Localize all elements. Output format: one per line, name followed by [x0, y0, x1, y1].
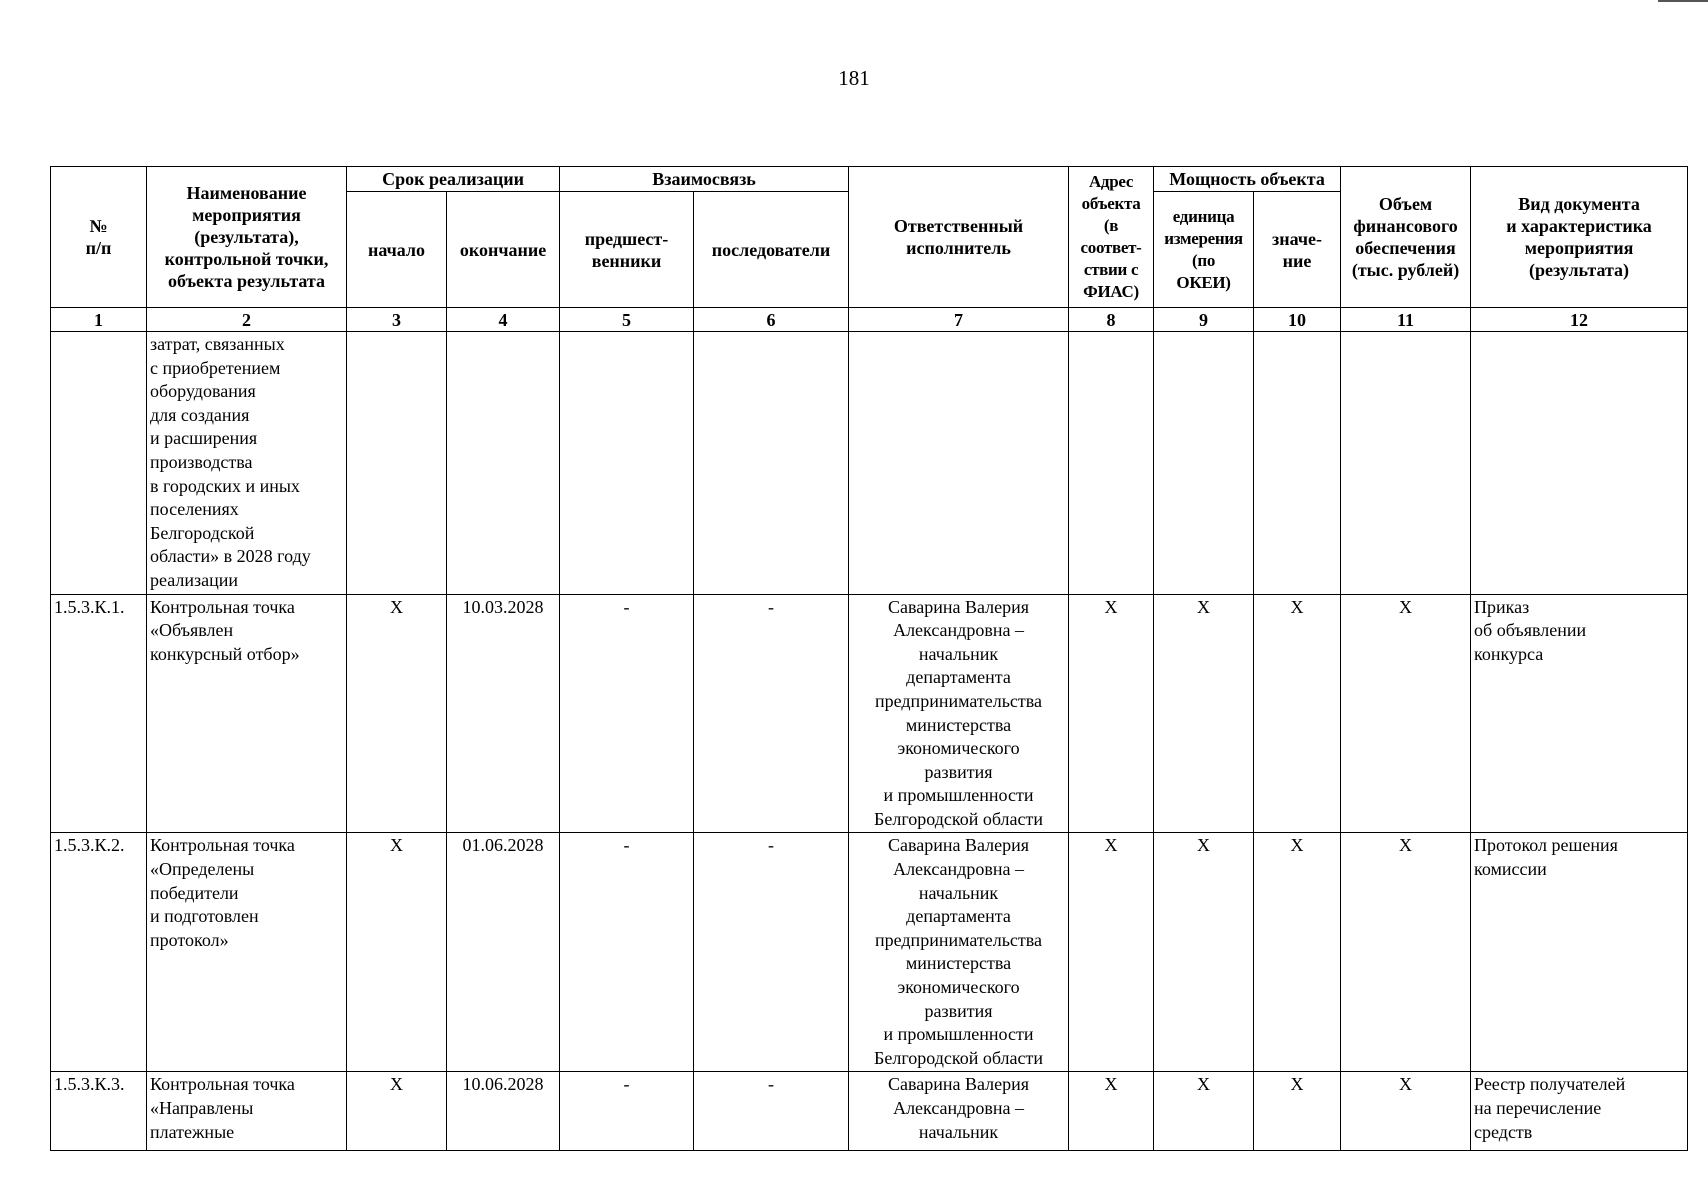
row-responsible: Саварина Валерия Александровна – начальник департамента предпринимательства министерства экономического развития и промышленности Белгородской области [849, 594, 1069, 833]
table-row [51, 594, 1688, 833]
row-number: 1.5.3.К.1. [51, 594, 147, 833]
row-start: X [347, 594, 447, 833]
row-predecessors: - [560, 594, 694, 833]
row-value: X [1254, 1072, 1341, 1151]
row-document: Реестр получателей на перечисление средств [1471, 1072, 1688, 1151]
row-value: X [1254, 833, 1341, 1072]
column-number: 4 [447, 308, 560, 332]
row-document: Приказ об объявлении конкурса [1471, 594, 1688, 833]
row-successors: - [694, 833, 849, 1072]
row-name: Контрольная точка «Направлены платежные [147, 1072, 347, 1151]
row-end: 10.03.2028 [447, 594, 560, 833]
header-number: № п/п [51, 167, 147, 308]
column-number: 8 [1069, 308, 1154, 332]
column-number: 3 [347, 308, 447, 332]
column-number: 7 [849, 308, 1069, 332]
column-number: 2 [147, 308, 347, 332]
row-responsible: Саварина Валерия Александровна – начальник [849, 1072, 1069, 1151]
row-value: X [1254, 594, 1341, 833]
header-value: значе- ние [1254, 192, 1341, 308]
header-responsible: Ответственный исполнитель [849, 167, 1069, 308]
row-finance: X [1341, 833, 1471, 1072]
header-document: Вид документа и характеристика мероприятия (результата) [1471, 167, 1688, 308]
row-start: X [347, 1072, 447, 1151]
column-number: 10 [1254, 308, 1341, 332]
row-successors: - [694, 594, 849, 833]
header-end: окончание [447, 192, 560, 308]
scan-edge-line [1658, 0, 1708, 2]
column-number: 6 [694, 308, 849, 332]
header-unit: единица измерения (по ОКЕИ) [1154, 192, 1254, 308]
column-number: 1 [51, 308, 147, 332]
table-row [51, 833, 1688, 1072]
header-start: начало [347, 192, 447, 308]
column-number: 5 [560, 308, 694, 332]
column-number: 9 [1154, 308, 1254, 332]
header-group-relation: Взаимосвязь [560, 167, 849, 192]
row-address: X [1069, 833, 1154, 1072]
row-unit: X [1154, 833, 1254, 1072]
row-address: X [1069, 594, 1154, 833]
header-successors: последователи [694, 192, 849, 308]
table-row [51, 1072, 1688, 1151]
row-responsible: Саварина Валерия Александровна – начальник департамента предпринимательства министерства экономического развития и промышленности Белгородской области [849, 833, 1069, 1072]
header-group-term: Срок реализации [347, 167, 560, 192]
row-successors: - [694, 1072, 849, 1151]
header-predecessors: предшест- венники [560, 192, 694, 308]
header-name: Наименование мероприятия (результата), контрольной точки, объекта результата [147, 167, 347, 308]
header-group-capacity: Мощность объекта [1154, 167, 1341, 192]
row-number: 1.5.3.К.2. [51, 833, 147, 1072]
row-unit: X [1154, 594, 1254, 833]
row-end: 01.06.2028 [447, 833, 560, 1072]
row-number: 1.5.3.К.3. [51, 1072, 147, 1151]
row-predecessors: - [560, 1072, 694, 1151]
row-finance: X [1341, 1072, 1471, 1151]
row-finance: X [1341, 594, 1471, 833]
header-finance: Объем финансового обеспечения (тыс. рублей) [1341, 167, 1471, 308]
row-address: X [1069, 1072, 1154, 1151]
row-document: Протокол решения комиссии [1471, 833, 1688, 1072]
header-address: Адрес объекта (в соответ- ствии с ФИАС) [1069, 167, 1154, 308]
row-end: 10.06.2028 [447, 1072, 560, 1151]
table-row-continuation [51, 332, 1688, 595]
row-start: X [347, 833, 447, 1072]
column-number: 11 [1341, 308, 1471, 332]
row-predecessors: - [560, 833, 694, 1072]
row-unit: X [1154, 1072, 1254, 1151]
page-number: 181 [838, 66, 870, 90]
row-name: Контрольная точка «Объявлен конкурсный отбор» [147, 594, 347, 833]
events-table [50, 166, 1688, 1151]
column-number: 12 [1471, 308, 1688, 332]
row-name: Контрольная точка «Определены победители и подготовлен протокол» [147, 833, 347, 1072]
continuation-text: затрат, связанных с приобретением оборудования для создания и расширения производства в городских и иных поселениях Белгородской области» в 2028 году реализации [147, 332, 347, 595]
